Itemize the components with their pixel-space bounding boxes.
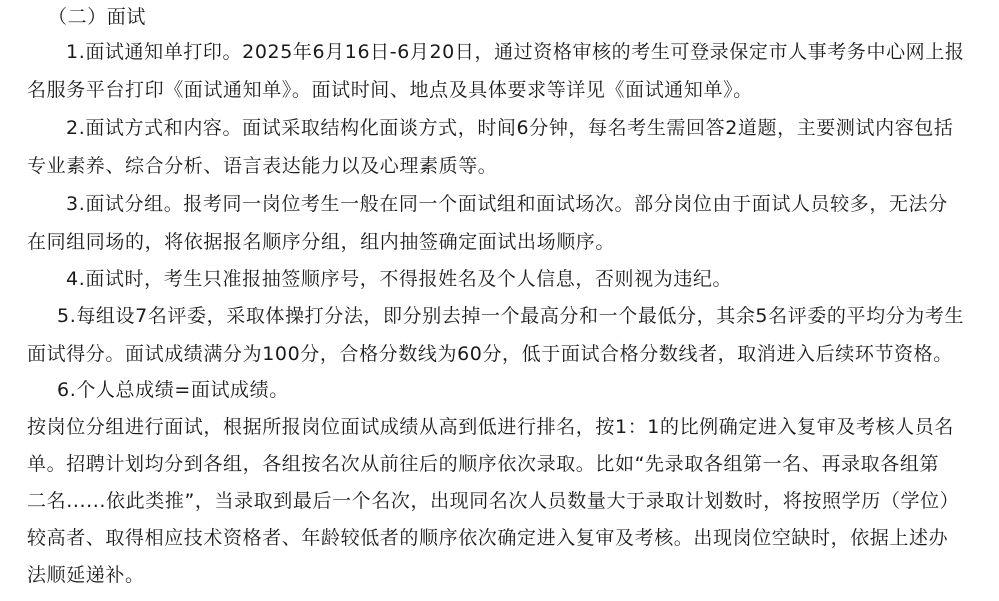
paragraph-7-line-2: 单。招聘计划均分到各组，各组按名次从前往后的顺序依次录取。比如“先录取各组第一名、再录取各组第: [27, 453, 940, 475]
paragraph-3-line-2: 在同组同场的，将依据报名顺序分组，组内抽签确定面试出场顺序。: [27, 231, 616, 253]
paragraph-6-line-1: 6.个人总成绩=面试成绩。: [57, 379, 289, 401]
paragraph-5-line-1: 5.每组设7名评委，采取体操打分法，即分别去掉一个最高分和一个最低分，其余5名评委的平均分为考生: [57, 305, 965, 327]
paragraph-7-line-3: 二名......依此类推”，当录取到最后一个名次，出现同名次人员数量大于录取计划数时，将按照学历（学位）: [27, 490, 960, 512]
paragraph-1-line-1: 1.面试通知单打印。2025年6月16日-6月20日，通过资格审核的考生可登录保定市人事考务中心网上报: [66, 41, 965, 63]
paragraph-7-line-4: 较高者、取得相应技术资格者、年龄较低者的顺序依次确定进入复审及考核。出现岗位空缺时，依据上述办: [27, 527, 949, 549]
paragraph-4-line-1: 4.面试时，考生只准报抽签顺序号，不得报姓名及个人信息，否则视为违纪。: [66, 268, 733, 290]
paragraph-7-line-5: 法顺延递补。: [27, 564, 145, 586]
paragraph-5-line-2: 面试得分。面试成绩满分为100分，合格分数线为60分，低于面试合格分数线者，取消进入后续环节资格。: [27, 343, 953, 365]
section-heading: （二）面试: [48, 6, 147, 28]
paragraph-7-line-1: 按岗位分组进行面试，根据所报岗位面试成绩从高到低进行排名，按1：1的比例确定进入复审及考核人员名: [27, 416, 954, 438]
paragraph-3-line-1: 3.面试分组。报考同一岗位考生一般在同一个面试组和面试场次。部分岗位由于面试人员较多，无法分: [66, 193, 948, 215]
paragraph-1-line-2: 名服务平台打印《面试通知单》。面试时间、地点及具体要求等详见《面试通知单》。: [27, 79, 753, 101]
paragraph-2-line-2: 专业素养、综合分析、语言表达能力以及心理素质等。: [27, 155, 498, 177]
paragraph-2-line-1: 2.面试方式和内容。面试采取结构化面谈方式，时间6分钟，每名考生需回答2道题，主要测试内容包括: [66, 117, 954, 139]
